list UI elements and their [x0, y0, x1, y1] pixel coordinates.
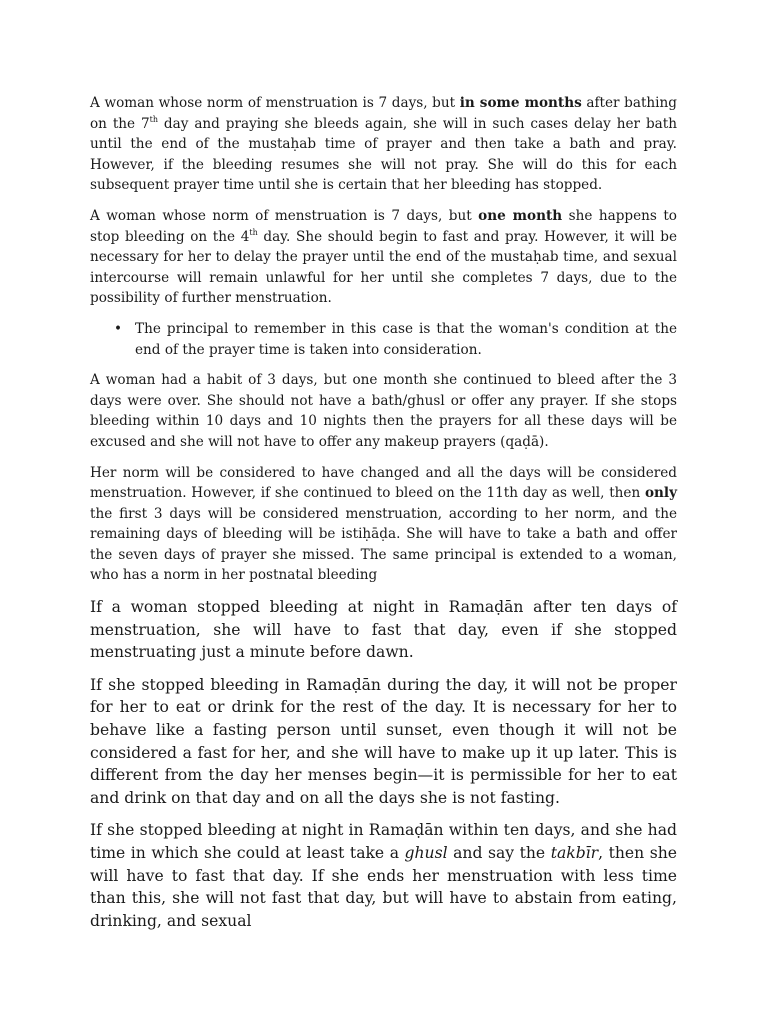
bullet-text: The principal to remember in this case is that the woman's condition at the end of the prayer time is taken into consideration. — [135, 320, 677, 358]
text-run: and say the — [447, 844, 551, 862]
text-run: , then she will have to fast that day. If she ends her menstruation with less time than this, she will not fast that day, but will have to abstain from eating, drinking, and sexual — [90, 844, 677, 930]
paragraph-delayed-bath — [90, 93, 677, 196]
text-run: Her norm will be considered to have changed and all the days will be considered menstruation. However, if she continued to bleed on the 11th day as well, then — [90, 464, 677, 502]
bold-phrase: in some months — [459, 95, 582, 111]
paragraph-ramadan-day: If she stopped bleeding in Ramaḍān during the day, it will not be proper for her to eat or drink for the rest of the day. It is necessary for her to behave like a fasting person until sunset, even though it will not be considered a fast for her, and she will have to make up it up later. This is different from the day her menses begin—it is permissible for her to eat and drink on that day and on all the days she is not fasting. — [90, 675, 677, 807]
italic-term: ghusl — [404, 844, 448, 862]
bold-phrase: one month — [478, 207, 563, 224]
bullet-list — [90, 319, 677, 360]
document-page — [90, 93, 677, 932]
text-run: A woman whose norm of menstruation is 7 days, but — [90, 207, 479, 224]
text-run: the first 3 days will be considered menstruation, according to her norm, and the remaining days of bleeding will be istiḥāḍa. She will have to take a bath and offer the seven days of prayer she missed. The same principal is extended to a woman, who has a norm in her postnatal bleeding — [90, 505, 677, 584]
text-run: If she stopped bleeding at night in Ramaḍān within ten days, and she had time in which she could at least take a — [90, 821, 677, 862]
paragraph-norm-changed — [90, 463, 677, 587]
italic-term: takbīr — [550, 844, 599, 862]
bullet-item — [114, 319, 677, 360]
ordinal-superscript: th — [249, 227, 258, 237]
bullet-icon: • — [114, 320, 123, 337]
paragraph-habit-three-days: A woman had a habit of 3 days, but one month she continued to bleed after the 3 days were over. She should not have a bath/ghusl or offer any prayer. If she stops bleeding within 10 days and 10 nights then the prayers for all these days will be excused and she will not have to offer any makeup prayers (qaḍā). — [90, 372, 677, 450]
paragraph-ramadan-night: If a woman stopped bleeding at night in Ramaḍān after ten days of menstruation, she will have to fast that day, even if she stopped menstruating just a minute before dawn. — [90, 598, 677, 662]
paragraph-ramadan-within-ten — [90, 819, 677, 932]
bold-phrase: only — [644, 485, 677, 502]
text-run: A woman whose norm of menstruation is 7 days, but — [90, 95, 460, 111]
ordinal-superscript: th — [149, 114, 159, 124]
text-run: after bathing on the 7 — [90, 95, 677, 132]
paragraph-early-stop — [90, 206, 677, 309]
text-run: day. She should begin to fast and pray. However, it will be necessary for her to delay the prayer until the end of the mustaḥab time, and sexual intercourse will remain unlawful for her until she completes 7 days, due to the possibility of further menstruation. — [90, 228, 677, 307]
text-run: she happens to stop bleeding on the 4 — [90, 207, 677, 245]
text-run: day and praying she bleeds again, she will in such cases delay her bath until the end of the mustaḥab time of prayer and then take a bath and pray. However, if the bleeding resumes she will not pray. She will do this for each subsequent prayer time until she is certain that her bleeding has stopped. — [90, 115, 677, 194]
